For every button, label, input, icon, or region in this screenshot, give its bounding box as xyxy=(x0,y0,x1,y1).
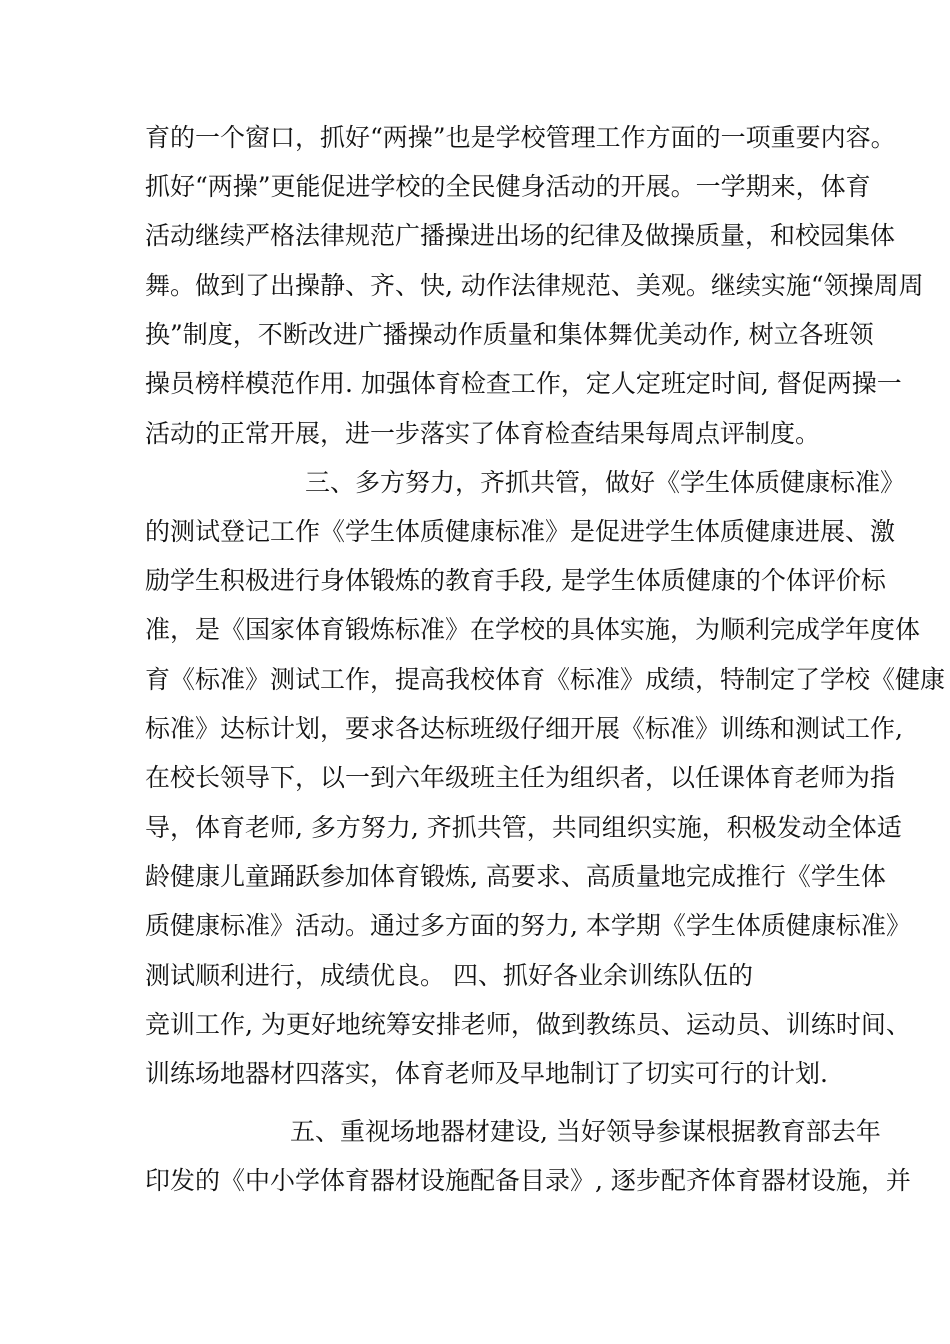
text-line: 育《标准》测试工作，提高我校体育《标准》成绩，特制定了学校《健康 xyxy=(145,665,946,694)
text-line: 质健康标准》活动。通过多方面的努力, 本学期《学生体质健康标准》 xyxy=(145,911,911,940)
text-line: 标准》达标计划，要求各达标班级仔细开展《标准》训练和测试工作, xyxy=(145,714,903,743)
text-line: 印发的《中小学体育器材设施配备目录》, 逐步配齐体育器材设施，并 xyxy=(145,1166,911,1195)
text-line: 准，是《国家体育锻炼标准》在学校的具体实施，为顺利完成学年度体 xyxy=(145,615,921,644)
text-line: 换”制度，不断改进广播操动作质量和集体舞优美动作, 树立各班领 xyxy=(145,320,874,349)
text-line: 活动的正常开展，进一步落实了体育检查结果每周点评制度。 xyxy=(145,419,821,448)
section-heading-5: 五、重视场地器材建设, 当好领导参谋根据教育部去年 xyxy=(290,1117,881,1146)
text-line: 的测试登记工作《学生体质健康标准》是促进学生体质健康进展、激 xyxy=(145,517,896,546)
section-heading-3: 三、多方努力，齐抓共管，做好《学生体质健康标准》 xyxy=(305,468,906,497)
text-line: 导，体育老师, 多方努力, 齐抓共管，共同组织实施，积极发动全体适 xyxy=(145,813,902,842)
text-line: 龄健康儿童踊跃参加体育锻炼, 高要求、高质量地完成推行《学生体 xyxy=(145,862,886,891)
section-heading-4-line: 测试顺利进行，成绩优良。 四、抓好各业余训练队伍的 xyxy=(145,961,753,990)
text-line: 操员榜样模范作用. 加强体育检查工作，定人定班定时间, 督促两操一 xyxy=(145,369,902,398)
text-line: 舞。做到了出操静、齐、快, 动作法律规范、美观。继续实施“领操周周 xyxy=(145,271,924,300)
text-line: 活动继续严格法律规范广播操进出场的纪律及做操质量，和校园集体 xyxy=(145,221,896,250)
text-line: 竞训工作, 为更好地统筹安排老师，做到教练员、运动员、训练时间、 xyxy=(145,1010,911,1039)
text-line: 训练场地器材四落实，体育老师及早地制订了切实可行的计划. xyxy=(145,1059,828,1088)
text-line: 抓好“两操”更能促进学校的全民健身活动的开展。一学期来，体育 xyxy=(145,172,871,201)
text-line: 育的一个窗口，抓好“两操”也是学校管理工作方面的一项重要内容。 xyxy=(145,123,896,152)
text-line: 在校长领导下，以一到六年级班主任为组织者，以任课体育老师为指 xyxy=(145,763,896,792)
text-line: 励学生积极进行身体锻炼的教育手段, 是学生体质健康的个体评价标 xyxy=(145,566,886,595)
